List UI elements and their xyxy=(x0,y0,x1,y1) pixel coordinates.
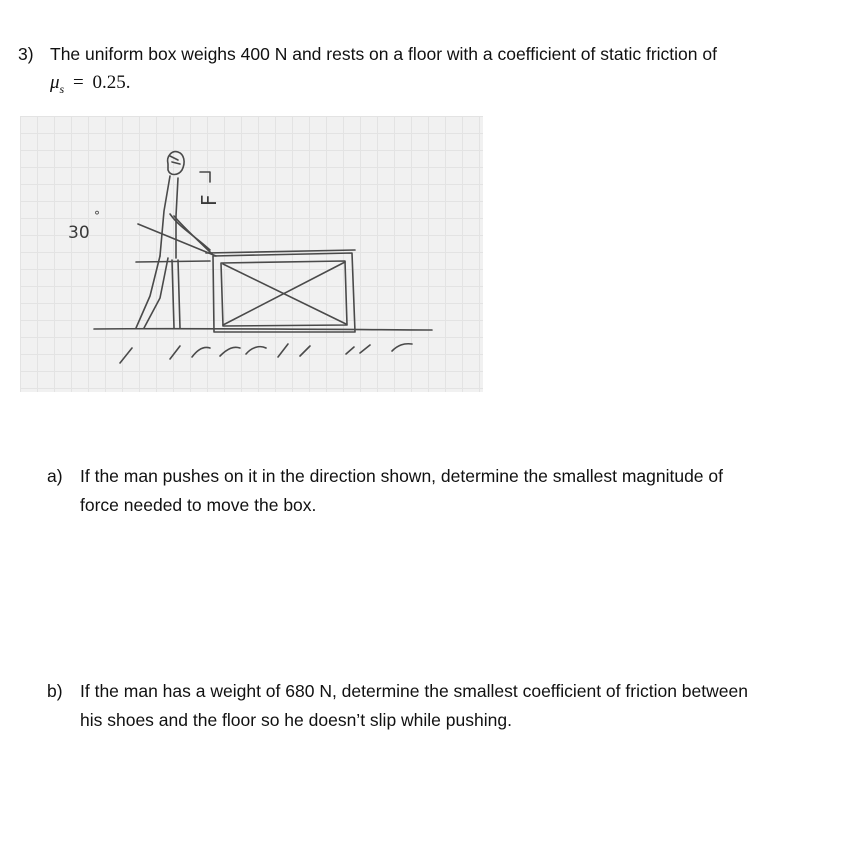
problem-number: 3) xyxy=(18,44,34,64)
box xyxy=(206,250,355,332)
part-b-line-2: his shoes and the floor so he doesn’t slip while pushing. xyxy=(80,710,512,730)
mu-subscript: s xyxy=(59,81,65,96)
part-a-label: a) xyxy=(47,466,63,486)
man-pushing-box-sketch xyxy=(20,116,483,392)
man-figure xyxy=(136,152,216,328)
problem-statement: The uniform box weighs 400 N and rests on a floor with a coefficient of static friction of xyxy=(50,44,717,64)
part-a-line-1: If the man pushes on it in the direction shown, determine the smallest magnitude of xyxy=(80,466,723,486)
floor-hatching xyxy=(120,344,412,363)
floor-line xyxy=(94,329,432,330)
part-b-label: b) xyxy=(47,681,63,701)
problem-figure xyxy=(20,116,483,392)
force-label-group xyxy=(197,194,221,206)
force-arrow-mark xyxy=(200,172,210,182)
friction-coefficient xyxy=(50,72,130,100)
part-a-line-2: force needed to move the box. xyxy=(80,495,317,515)
force-label: F xyxy=(197,194,221,206)
friction-value: 0.25. xyxy=(92,72,131,93)
angle-label: 30 xyxy=(68,223,90,243)
angle-degree-symbol: ° xyxy=(94,209,100,223)
part-b-line-1: If the man has a weight of 680 N, determine the smallest coefficient of friction between xyxy=(80,681,748,701)
equals-sign: = xyxy=(72,72,84,93)
mu-symbol: μ xyxy=(50,72,60,93)
